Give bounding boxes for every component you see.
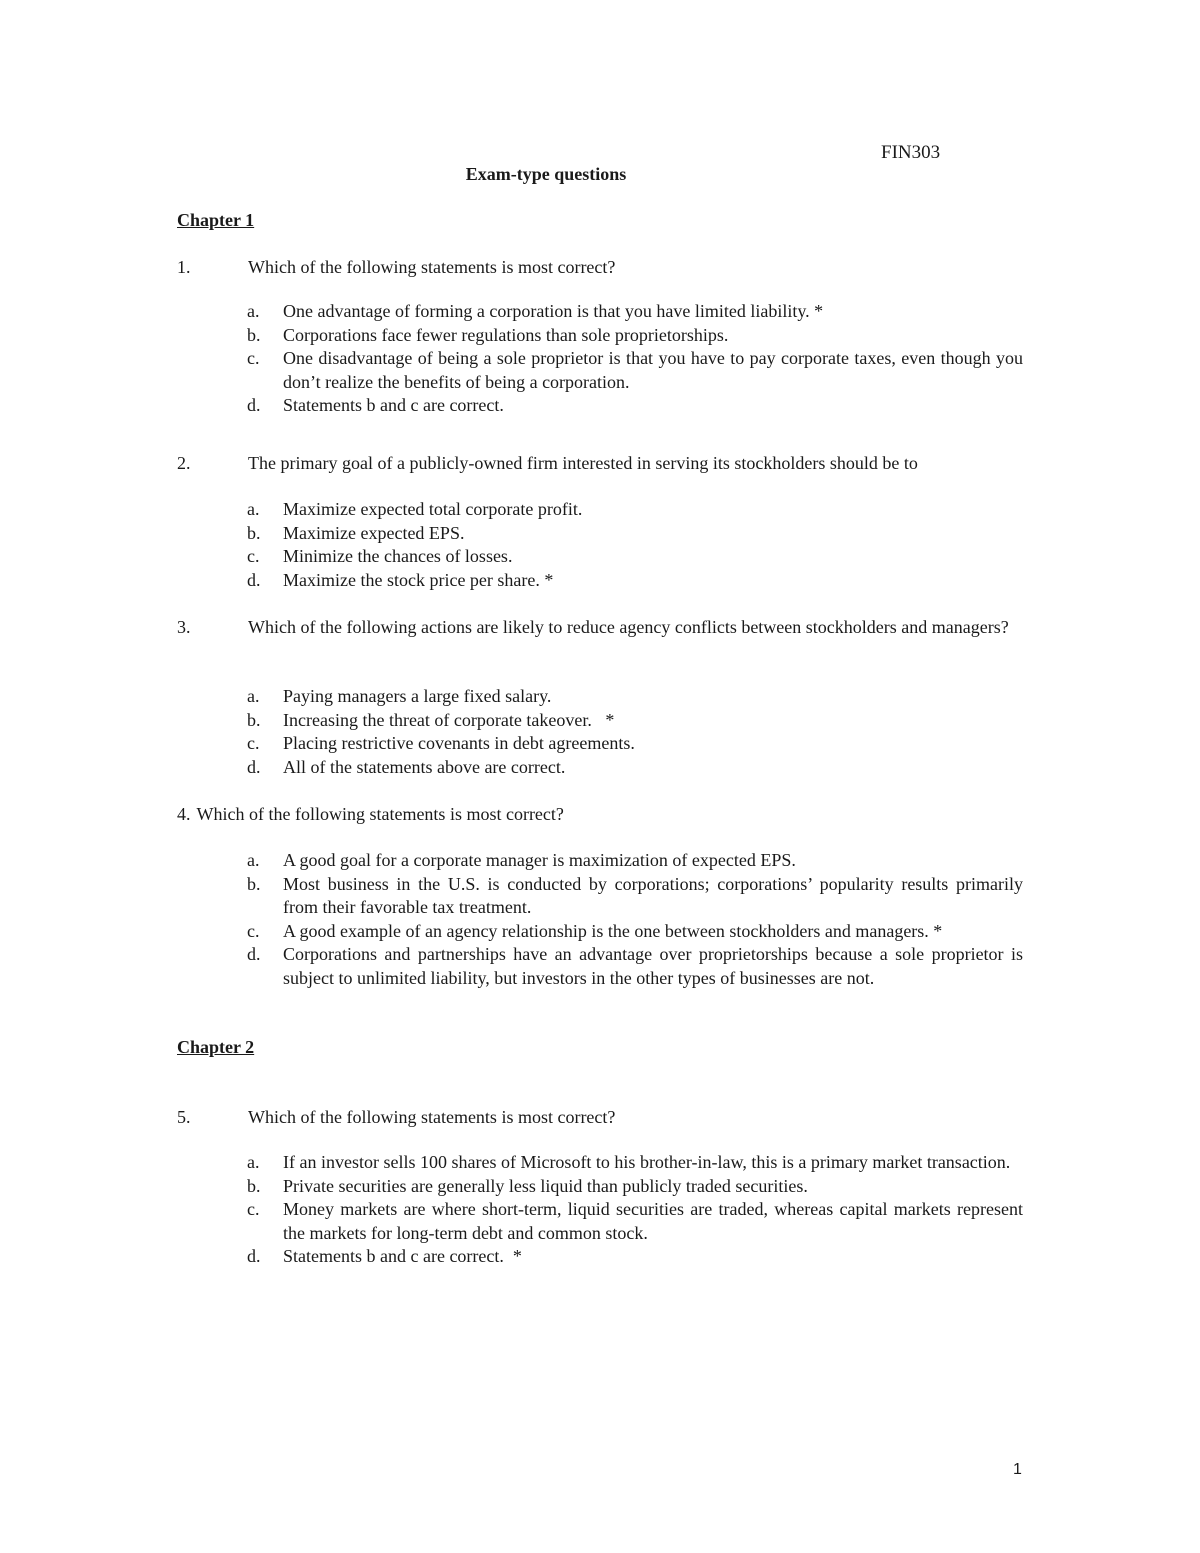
option-letter: d. <box>247 756 261 777</box>
option-letter: b. <box>247 522 261 543</box>
option-b <box>247 1175 1023 1199</box>
option-text: Corporations and partnerships have an advantage over proprietorships because a sole proprietor is subject to unlimited liability, but investors in the other types of businesses are not. <box>283 944 1023 988</box>
document-title: Exam-type questions <box>465 164 627 184</box>
option-letter: c. <box>247 348 260 368</box>
option-a <box>247 300 1023 324</box>
chapter-heading-1: Chapter 1 <box>177 210 255 230</box>
option-letter: a. <box>247 301 260 321</box>
option-text: Corporations face fewer regulations than sole proprietorships. <box>283 324 729 345</box>
option-c <box>247 1198 1023 1245</box>
option-c <box>247 732 1023 756</box>
question-4-options <box>247 849 1023 990</box>
option-text: All of the statements above are correct. <box>283 756 566 777</box>
option-text: Private securities are generally less liquid than publicly traded securities. <box>283 1175 808 1196</box>
option-text: Maximize expected total corporate profit. <box>283 499 583 519</box>
question-5 <box>177 1105 1023 1129</box>
option-a <box>247 1151 1023 1175</box>
option-d <box>247 943 1023 990</box>
question-1-options <box>247 300 1023 418</box>
option-letter: c. <box>247 920 260 941</box>
page-number: 1 <box>1013 1461 1022 1478</box>
option-c <box>247 347 1023 394</box>
option-d <box>247 394 1023 418</box>
option-letter: d. <box>247 395 261 415</box>
option-text: Maximize the stock price per share. * <box>283 569 554 590</box>
option-text: Placing restrictive covenants in debt agreements. <box>283 733 635 753</box>
option-text: Increasing the threat of corporate takeover. * <box>283 709 615 730</box>
option-d <box>247 569 1023 593</box>
question-text: The primary goal of a publicly-owned firm interested in serving its stockholders should be to <box>248 453 918 473</box>
option-letter: a. <box>247 850 260 870</box>
option-b <box>247 709 1023 733</box>
option-text: One disadvantage of being a sole proprietor is that you have to pay corporate taxes, even though you don’t realize the benefits of being a corporation. <box>283 348 1023 392</box>
question-2-options <box>247 498 1023 592</box>
question-3-options <box>247 685 1023 779</box>
question-1 <box>177 255 1023 279</box>
question-4 <box>177 802 1023 826</box>
option-letter: d. <box>247 944 261 964</box>
option-letter: b. <box>247 1175 261 1196</box>
option-a <box>247 498 1023 522</box>
option-letter: c. <box>247 546 260 566</box>
option-c <box>247 920 1023 944</box>
option-d <box>247 756 1023 780</box>
option-letter: d. <box>247 1246 261 1266</box>
option-letter: a. <box>247 686 260 706</box>
question-number: 3. <box>177 617 191 637</box>
question-2 <box>177 451 1023 475</box>
option-text: Money markets are where short-term, liquid securities are traded, whereas capital markets represent the markets for long-term debt and common stock. <box>283 1199 1023 1243</box>
option-text: Statements b and c are correct. <box>283 395 504 415</box>
question-number: 2. <box>177 453 191 473</box>
question-text: Which of the following statements is most correct? <box>248 1107 616 1127</box>
option-text: A good goal for a corporate manager is maximization of expected EPS. <box>283 850 796 870</box>
option-letter: a. <box>247 1152 260 1172</box>
question-text: Which of the following statements is most correct? <box>196 804 564 824</box>
option-letter: b. <box>247 873 261 894</box>
option-text: One advantage of forming a corporation is that you have limited liability. * <box>283 301 824 321</box>
option-text: A good example of an agency relationship is the one between stockholders and managers. * <box>283 920 943 941</box>
option-letter: b. <box>247 324 261 345</box>
option-b <box>247 522 1023 546</box>
option-letter: c. <box>247 1199 260 1219</box>
option-text: Statements b and c are correct. * <box>283 1246 522 1266</box>
option-text: If an investor sells 100 shares of Microsoft to his brother-in-law, this is a primary market transaction. <box>283 1152 1011 1172</box>
option-d <box>247 1245 1023 1269</box>
option-letter: c. <box>247 733 260 753</box>
chapter-heading-2: Chapter 2 <box>177 1037 255 1057</box>
option-text: Paying managers a large fixed salary. <box>283 686 552 706</box>
option-b <box>247 873 1023 920</box>
question-text: Which of the following actions are likely to reduce agency conflicts between stockholders and managers? <box>248 617 1009 637</box>
option-c <box>247 545 1023 569</box>
option-a <box>247 849 1023 873</box>
option-text: Minimize the chances of losses. <box>283 546 513 566</box>
option-letter: d. <box>247 569 261 590</box>
question-5-options <box>247 1151 1023 1269</box>
question-number: 4. <box>177 804 191 824</box>
question-text: Which of the following statements is most correct? <box>248 257 616 277</box>
option-letter: a. <box>247 499 260 519</box>
question-number: 1. <box>177 257 191 277</box>
option-text: Most business in the U.S. is conducted by corporations; corporations’ popularity results primarily from their favorable tax treatment. <box>283 873 1023 917</box>
course-code: FIN303 <box>881 142 941 163</box>
option-a <box>247 685 1023 709</box>
option-letter: b. <box>247 709 261 730</box>
question-3 <box>177 615 1023 639</box>
option-text: Maximize expected EPS. <box>283 522 465 543</box>
question-number: 5. <box>177 1107 191 1127</box>
option-b <box>247 324 1023 348</box>
